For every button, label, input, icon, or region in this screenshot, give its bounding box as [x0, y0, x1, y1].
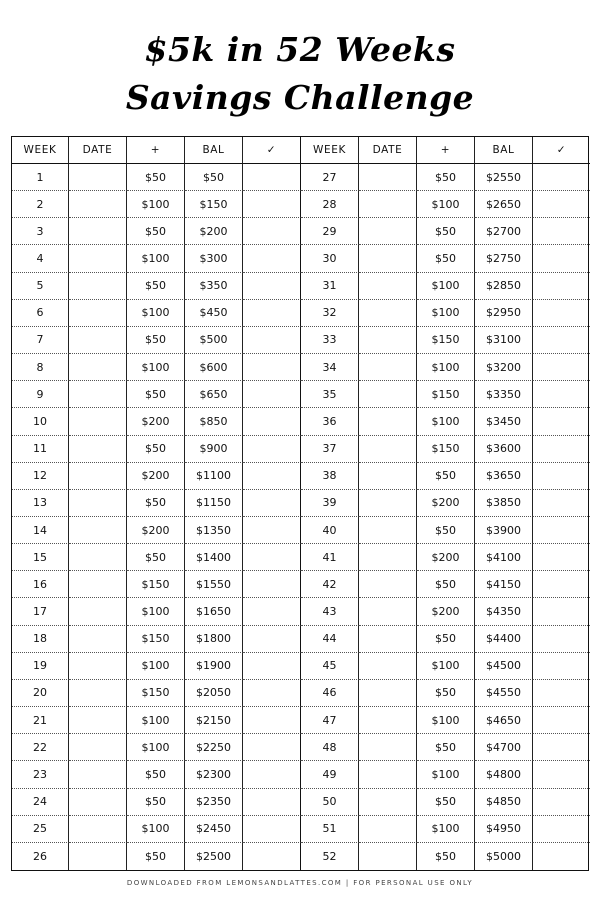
date-field[interactable]: [359, 843, 417, 870]
date-field[interactable]: [359, 436, 417, 463]
amount-cell: $50: [127, 544, 185, 571]
date-field[interactable]: [359, 544, 417, 571]
amount-cell: $200: [417, 490, 475, 517]
checkbox-cell[interactable]: [243, 300, 301, 327]
checkbox-cell[interactable]: [533, 381, 590, 408]
week-cell: 39: [301, 490, 359, 517]
balance-cell: $4700: [475, 734, 533, 761]
balance-cell: $4950: [475, 816, 533, 843]
amount-cell: $100: [127, 816, 185, 843]
amount-cell: $50: [127, 843, 185, 870]
balance-cell: $1150: [185, 490, 243, 517]
date-field[interactable]: [359, 218, 417, 245]
checkbox-cell[interactable]: [533, 218, 590, 245]
date-field[interactable]: [69, 191, 127, 218]
date-field[interactable]: [359, 734, 417, 761]
balance-cell: $4400: [475, 626, 533, 653]
week-cell: 30: [301, 245, 359, 272]
week-cell: 10: [12, 408, 69, 435]
checkbox-cell[interactable]: [533, 490, 590, 517]
checkbox-cell[interactable]: [243, 789, 301, 816]
week-cell: 45: [301, 653, 359, 680]
week-cell: 51: [301, 816, 359, 843]
balance-cell: $3100: [475, 327, 533, 354]
balance-cell: $2500: [185, 843, 243, 870]
checkbox-cell[interactable]: [243, 761, 301, 788]
date-field[interactable]: [359, 273, 417, 300]
week-cell: 22: [12, 734, 69, 761]
amount-cell: $150: [127, 680, 185, 707]
week-cell: 32: [301, 300, 359, 327]
checkbox-cell[interactable]: [243, 273, 301, 300]
date-field[interactable]: [359, 517, 417, 544]
checkbox-cell[interactable]: [533, 191, 590, 218]
date-field[interactable]: [69, 436, 127, 463]
date-field[interactable]: [359, 626, 417, 653]
date-header: DATE: [69, 137, 127, 164]
amount-cell: $100: [127, 245, 185, 272]
amount-cell: $100: [417, 191, 475, 218]
amount-cell: $50: [417, 245, 475, 272]
balance-cell: $2050: [185, 680, 243, 707]
balance-cell: $2850: [475, 273, 533, 300]
checkbox-cell[interactable]: [243, 436, 301, 463]
week-cell: 37: [301, 436, 359, 463]
date-field[interactable]: [69, 408, 127, 435]
amount-cell: $100: [417, 761, 475, 788]
amount-cell: $150: [417, 381, 475, 408]
amount-cell: $50: [417, 218, 475, 245]
amount-cell: $50: [417, 571, 475, 598]
checkbox-cell[interactable]: [533, 327, 590, 354]
checkbox-cell[interactable]: [533, 571, 590, 598]
week-cell: 9: [12, 381, 69, 408]
balance-cell: $3200: [475, 354, 533, 381]
week-cell: 23: [12, 761, 69, 788]
amount-header: +: [127, 137, 185, 164]
amount-cell: $150: [127, 626, 185, 653]
week-cell: 15: [12, 544, 69, 571]
balance-cell: $1800: [185, 626, 243, 653]
amount-cell: $100: [127, 354, 185, 381]
date-field[interactable]: [69, 734, 127, 761]
balance-cell: $1350: [185, 517, 243, 544]
balance-cell: $900: [185, 436, 243, 463]
date-field[interactable]: [359, 381, 417, 408]
date-field[interactable]: [69, 843, 127, 870]
checkbox-cell[interactable]: [533, 734, 590, 761]
week-cell: 5: [12, 273, 69, 300]
week-cell: 40: [301, 517, 359, 544]
week-cell: 41: [301, 544, 359, 571]
balance-cell: $4800: [475, 761, 533, 788]
balance-cell: $4550: [475, 680, 533, 707]
date-field[interactable]: [359, 164, 417, 191]
balance-cell: $1400: [185, 544, 243, 571]
date-field[interactable]: [359, 761, 417, 788]
date-field[interactable]: [69, 273, 127, 300]
date-field[interactable]: [359, 490, 417, 517]
checkbox-cell[interactable]: [243, 354, 301, 381]
amount-cell: $50: [127, 789, 185, 816]
amount-cell: $100: [127, 598, 185, 625]
checkbox-cell[interactable]: [243, 245, 301, 272]
check-header: ✓: [533, 137, 590, 164]
amount-cell: $50: [417, 517, 475, 544]
week-cell: 28: [301, 191, 359, 218]
checkbox-cell[interactable]: [533, 626, 590, 653]
checkbox-cell[interactable]: [533, 300, 590, 327]
amount-cell: $100: [417, 354, 475, 381]
balance-cell: $4650: [475, 707, 533, 734]
date-field[interactable]: [359, 707, 417, 734]
week-cell: 20: [12, 680, 69, 707]
balance-cell: $2150: [185, 707, 243, 734]
amount-cell: $100: [417, 816, 475, 843]
amount-cell: $100: [417, 273, 475, 300]
amount-cell: $100: [417, 707, 475, 734]
checkbox-cell[interactable]: [533, 463, 590, 490]
amount-cell: $50: [417, 626, 475, 653]
week-header: WEEK: [12, 137, 69, 164]
date-field[interactable]: [69, 598, 127, 625]
checkbox-cell[interactable]: [243, 381, 301, 408]
date-field[interactable]: [69, 381, 127, 408]
week-cell: 38: [301, 463, 359, 490]
week-cell: 7: [12, 327, 69, 354]
date-field[interactable]: [69, 680, 127, 707]
balance-cell: $650: [185, 381, 243, 408]
checkbox-cell[interactable]: [243, 517, 301, 544]
balance-cell: $3900: [475, 517, 533, 544]
date-field[interactable]: [69, 245, 127, 272]
balance-cell: $3600: [475, 436, 533, 463]
week-cell: 16: [12, 571, 69, 598]
checkbox-cell[interactable]: [243, 327, 301, 354]
amount-cell: $200: [417, 544, 475, 571]
balance-cell: $2750: [475, 245, 533, 272]
checkbox-cell[interactable]: [243, 734, 301, 761]
balance-cell: $2450: [185, 816, 243, 843]
balance-cell: $4100: [475, 544, 533, 571]
balance-cell: $3650: [475, 463, 533, 490]
week-cell: 24: [12, 789, 69, 816]
amount-cell: $50: [127, 490, 185, 517]
checkbox-cell[interactable]: [533, 707, 590, 734]
date-field[interactable]: [359, 191, 417, 218]
week-header: WEEK: [301, 137, 359, 164]
balance-cell: $2650: [475, 191, 533, 218]
date-field[interactable]: [359, 680, 417, 707]
balance-cell: $2300: [185, 761, 243, 788]
checkbox-cell[interactable]: [243, 164, 301, 191]
week-cell: 43: [301, 598, 359, 625]
week-cell: 18: [12, 626, 69, 653]
date-header: DATE: [359, 137, 417, 164]
amount-cell: $50: [127, 164, 185, 191]
checkbox-cell[interactable]: [243, 218, 301, 245]
checkbox-cell[interactable]: [243, 707, 301, 734]
amount-cell: $50: [417, 789, 475, 816]
amount-cell: $200: [127, 408, 185, 435]
checkbox-cell[interactable]: [533, 598, 590, 625]
balance-cell: $4350: [475, 598, 533, 625]
checkbox-cell[interactable]: [243, 463, 301, 490]
balance-cell: $1100: [185, 463, 243, 490]
checkbox-cell[interactable]: [533, 789, 590, 816]
date-field[interactable]: [69, 300, 127, 327]
balance-cell: $2700: [475, 218, 533, 245]
date-field[interactable]: [359, 327, 417, 354]
week-cell: 47: [301, 707, 359, 734]
date-field[interactable]: [69, 653, 127, 680]
week-cell: 48: [301, 734, 359, 761]
date-field[interactable]: [69, 463, 127, 490]
amount-cell: $100: [417, 300, 475, 327]
date-field[interactable]: [69, 816, 127, 843]
footer-note: DOWNLOADED FROM LEMONSANDLATTES.COM | FOR PERSONAL USE ONLY: [126, 879, 474, 887]
balance-header: BAL: [475, 137, 533, 164]
balance-cell: $2250: [185, 734, 243, 761]
checkbox-cell[interactable]: [243, 598, 301, 625]
week-cell: 2: [12, 191, 69, 218]
date-field[interactable]: [69, 571, 127, 598]
amount-cell: $100: [127, 734, 185, 761]
date-field[interactable]: [69, 626, 127, 653]
amount-cell: $150: [417, 436, 475, 463]
checkbox-cell[interactable]: [533, 408, 590, 435]
checkbox-cell[interactable]: [533, 544, 590, 571]
checkbox-cell[interactable]: [243, 544, 301, 571]
balance-cell: $2350: [185, 789, 243, 816]
week-cell: 35: [301, 381, 359, 408]
amount-cell: $100: [127, 191, 185, 218]
amount-cell: $150: [127, 571, 185, 598]
check-header: ✓: [243, 137, 301, 164]
date-field[interactable]: [69, 517, 127, 544]
amount-cell: $100: [127, 653, 185, 680]
amount-cell: $50: [127, 273, 185, 300]
week-cell: 14: [12, 517, 69, 544]
amount-cell: $50: [127, 761, 185, 788]
page-subtitle: Savings Challenge: [125, 78, 475, 117]
balance-cell: $3450: [475, 408, 533, 435]
checkbox-cell[interactable]: [243, 191, 301, 218]
checkbox-cell[interactable]: [533, 164, 590, 191]
checkbox-cell[interactable]: [243, 816, 301, 843]
checkbox-cell[interactable]: [533, 436, 590, 463]
amount-cell: $50: [127, 218, 185, 245]
amount-cell: $200: [417, 598, 475, 625]
balance-cell: $850: [185, 408, 243, 435]
week-cell: 27: [301, 164, 359, 191]
checkbox-cell[interactable]: [243, 408, 301, 435]
week-cell: 26: [12, 843, 69, 870]
balance-cell: $1650: [185, 598, 243, 625]
date-field[interactable]: [69, 327, 127, 354]
week-cell: 6: [12, 300, 69, 327]
week-cell: 12: [12, 463, 69, 490]
checkbox-cell[interactable]: [533, 245, 590, 272]
balance-cell: $3350: [475, 381, 533, 408]
checkbox-cell[interactable]: [533, 273, 590, 300]
amount-cell: $100: [127, 300, 185, 327]
checkbox-cell[interactable]: [533, 761, 590, 788]
week-cell: 49: [301, 761, 359, 788]
balance-cell: $200: [185, 218, 243, 245]
checkbox-cell[interactable]: [533, 816, 590, 843]
amount-cell: $50: [127, 327, 185, 354]
date-field[interactable]: [69, 544, 127, 571]
date-field[interactable]: [69, 761, 127, 788]
week-cell: 11: [12, 436, 69, 463]
page-title: $5k in 52 Weeks: [144, 30, 456, 69]
week-cell: 25: [12, 816, 69, 843]
balance-cell: $150: [185, 191, 243, 218]
balance-cell: $4500: [475, 653, 533, 680]
date-field[interactable]: [69, 707, 127, 734]
checkbox-cell[interactable]: [243, 626, 301, 653]
week-cell: 52: [301, 843, 359, 870]
checkbox-cell[interactable]: [243, 653, 301, 680]
balance-cell: $4150: [475, 571, 533, 598]
amount-cell: $100: [127, 707, 185, 734]
week-cell: 8: [12, 354, 69, 381]
week-cell: 1: [12, 164, 69, 191]
balance-cell: $3850: [475, 490, 533, 517]
balance-header: BAL: [185, 137, 243, 164]
amount-cell: $50: [417, 164, 475, 191]
date-field[interactable]: [359, 653, 417, 680]
balance-cell: $2950: [475, 300, 533, 327]
amount-cell: $100: [417, 408, 475, 435]
week-cell: 42: [301, 571, 359, 598]
week-cell: 4: [12, 245, 69, 272]
amount-cell: $200: [127, 463, 185, 490]
week-cell: 44: [301, 626, 359, 653]
balance-cell: $1550: [185, 571, 243, 598]
date-field[interactable]: [359, 816, 417, 843]
amount-header: +: [417, 137, 475, 164]
checkbox-cell[interactable]: [533, 354, 590, 381]
balance-cell: $50: [185, 164, 243, 191]
week-cell: 34: [301, 354, 359, 381]
amount-cell: $50: [417, 734, 475, 761]
week-cell: 3: [12, 218, 69, 245]
checkbox-cell[interactable]: [243, 680, 301, 707]
date-field[interactable]: [69, 490, 127, 517]
date-field[interactable]: [359, 300, 417, 327]
date-field[interactable]: [359, 245, 417, 272]
amount-cell: $100: [417, 653, 475, 680]
checkbox-cell[interactable]: [243, 490, 301, 517]
week-cell: 21: [12, 707, 69, 734]
amount-cell: $50: [417, 843, 475, 870]
amount-cell: $200: [127, 517, 185, 544]
checkbox-cell[interactable]: [533, 843, 590, 870]
balance-cell: $450: [185, 300, 243, 327]
balance-cell: $4850: [475, 789, 533, 816]
balance-cell: $300: [185, 245, 243, 272]
week-cell: 50: [301, 789, 359, 816]
week-cell: 46: [301, 680, 359, 707]
date-field[interactable]: [69, 218, 127, 245]
week-cell: 29: [301, 218, 359, 245]
amount-cell: $50: [417, 463, 475, 490]
savings-table: [11, 136, 589, 871]
amount-cell: $50: [127, 381, 185, 408]
balance-cell: $600: [185, 354, 243, 381]
date-field[interactable]: [69, 789, 127, 816]
week-cell: 13: [12, 490, 69, 517]
checkbox-cell[interactable]: [243, 843, 301, 870]
date-field[interactable]: [359, 789, 417, 816]
amount-cell: $50: [417, 680, 475, 707]
week-cell: 31: [301, 273, 359, 300]
balance-cell: $2550: [475, 164, 533, 191]
date-field[interactable]: [359, 408, 417, 435]
week-cell: 36: [301, 408, 359, 435]
week-cell: 19: [12, 653, 69, 680]
balance-cell: $1900: [185, 653, 243, 680]
balance-cell: $500: [185, 327, 243, 354]
balance-cell: $5000: [475, 843, 533, 870]
checkbox-cell[interactable]: [533, 517, 590, 544]
checkbox-cell[interactable]: [243, 571, 301, 598]
amount-cell: $150: [417, 327, 475, 354]
checkbox-cell[interactable]: [533, 653, 590, 680]
date-field[interactable]: [359, 354, 417, 381]
date-field[interactable]: [69, 354, 127, 381]
week-cell: 17: [12, 598, 69, 625]
amount-cell: $50: [127, 436, 185, 463]
checkbox-cell[interactable]: [533, 680, 590, 707]
date-field[interactable]: [359, 571, 417, 598]
date-field[interactable]: [359, 463, 417, 490]
balance-cell: $350: [185, 273, 243, 300]
date-field[interactable]: [69, 164, 127, 191]
week-cell: 33: [301, 327, 359, 354]
date-field[interactable]: [359, 598, 417, 625]
